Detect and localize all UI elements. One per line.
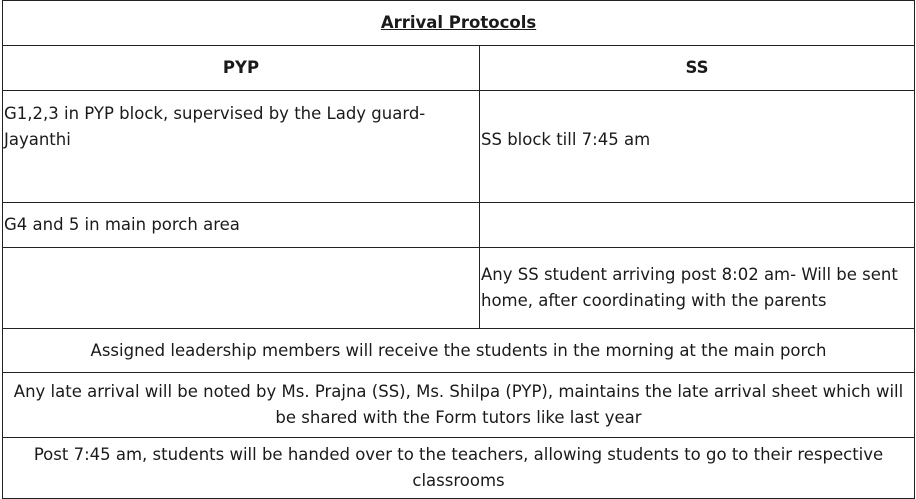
- title-row: [3, 1, 915, 46]
- column-header-pyp: PYP: [3, 46, 480, 91]
- note-row: [3, 438, 915, 499]
- table-row: [3, 91, 915, 203]
- arrival-protocols-table: [2, 0, 915, 499]
- pyp-cell: G1,2,3 in PYP block, supervised by the Lady guard-Jayanthi: [3, 91, 480, 203]
- note-late-arrival: Any late arrival will be noted by Ms. Prajna (SS), Ms. Shilpa (PYP), maintains the late arrival sheet which will be shared with the Form tutors like last year: [3, 373, 915, 438]
- table-title: Arrival Protocols: [3, 1, 915, 46]
- table-row: [3, 203, 915, 248]
- ss-cell: SS block till 7:45 am: [480, 91, 915, 203]
- ss-cell: Any SS student arriving post 8:02 am- Will be sent home, after coordinating with the parents: [480, 248, 915, 329]
- note-row: [3, 373, 915, 438]
- note-leadership: Assigned leadership members will receive the students in the morning at the main porch: [3, 329, 915, 373]
- ss-cell: [480, 203, 915, 248]
- header-row: [3, 46, 915, 91]
- note-row: [3, 329, 915, 373]
- column-header-ss: SS: [480, 46, 915, 91]
- pyp-cell: G4 and 5 in main porch area: [3, 203, 480, 248]
- table-row: [3, 248, 915, 329]
- note-handover: Post 7:45 am, students will be handed over to the teachers, allowing students to go to their respective classrooms: [3, 438, 915, 499]
- pyp-cell: [3, 248, 480, 329]
